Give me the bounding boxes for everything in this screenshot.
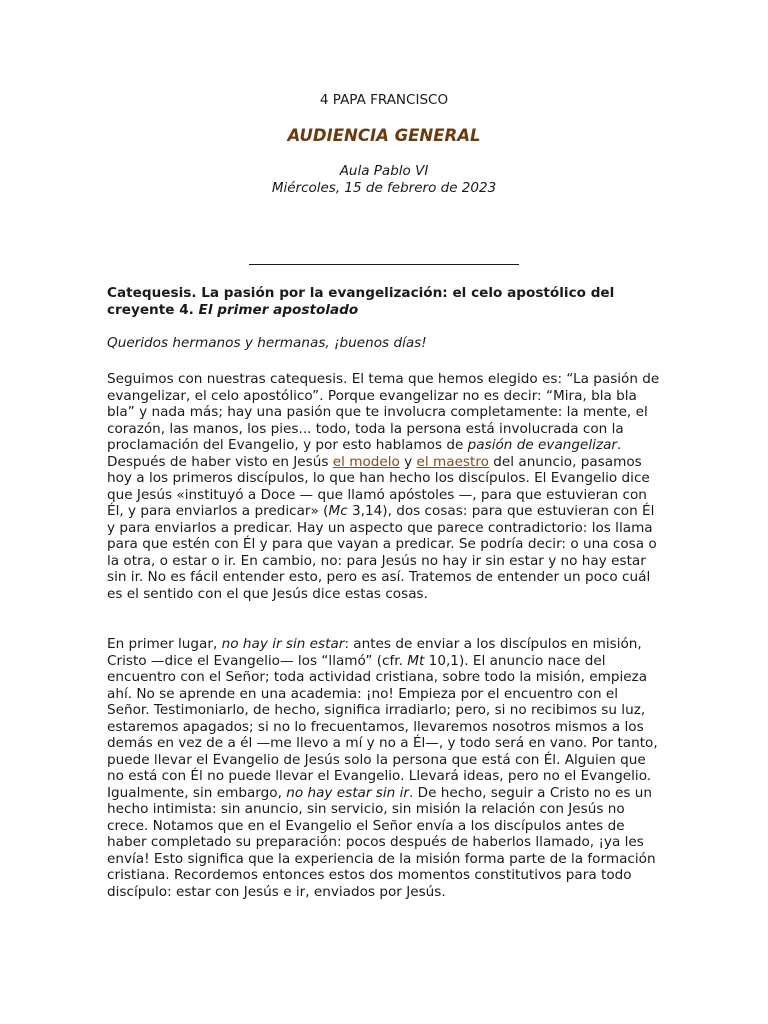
catechesis-subtitle — [107, 285, 663, 318]
p2-text: 10,1). El anuncio nace del encuentro con el Señor; toda actividad cristiana, sobre todo la misión, empieza ahí. No se aprende en una academia: ¡no! Empieza por el encuentro con el Señor. Testimoniarlo, de hecho, significa irradiarlo; pero, si no recibimos su luz, estaremos apagados; si no lo frecuentamos, llevaremos nosotros mismos a los demás en vez de a él —me llevo a mí y no a Él—, y todo será en vano. Por tanto, puede llevar el Evangelio de Jesús solo la persona que está con Él. Alguien que no está con Él no puede llevar el Evangelio. Llevará ideas, pero no el Evangelio. Igualmente, sin embargo, — [107, 652, 658, 801]
paragraph-2 — [107, 636, 663, 900]
p1-text: Seguimos con nuestras catequesis. El tema que hemos elegido es: “La pasión de evangelizar, el celo apostólico”. Porque evangelizar no es decir: “Mira, bla bla bla” y nada más; hay una pasión que te involucra completamente: la mente, el corazón, las manos, los pies... todo, toda la persona está involucrada con la proclamación del Evangelio, y por esto hablamos de — [107, 371, 660, 453]
subtitle-italic: El primer apostolado — [198, 301, 359, 318]
p2-italic: no hay estar sin ir — [286, 784, 409, 801]
p1-text: y — [399, 453, 417, 470]
p2-text: . De hecho, seguir a Cristo no es un hecho intimista: sin anuncio, sin servicio, sin misión la relación con Jesús no crece. Notamos que en el Evangelio el Señor envía a los discípulos antes de haber completado su preparación: pocos después de haberlos llamado, ¡ya les envía! Esto significa que la experiencia de la misión forma parte de la formación cristiana. Recordemos entonces estos dos momentos constitutivos para todo discípulo: estar con Jesús e ir, enviados por Jesús. — [107, 784, 656, 900]
venue-name: Aula Pablo VI — [339, 163, 429, 179]
venue-info — [0, 163, 768, 197]
p2-text: : antes de enviar a los discípulos en misión, Cristo —dice el Evangelio— los “llamó” (cfr. — [107, 636, 642, 669]
link-el-modelo[interactable]: el modelo — [332, 453, 400, 470]
greeting: Queridos hermanos y hermanas, ¡buenos días! — [107, 335, 427, 351]
p1-italic: pasión de evangelizar — [467, 437, 618, 453]
subtitle-lead: Catequesis. La pasión por la evangelización: el celo apostólico del creyente 4. — [107, 285, 615, 318]
date-line: Miércoles, 15 de febrero de 2023 — [271, 180, 497, 196]
p1-text: . Después de haber visto en Jesús — [107, 437, 622, 470]
divider — [249, 264, 519, 265]
p2-italic: Mt — [407, 652, 425, 669]
p1-italic: Mc — [328, 503, 348, 519]
page-title: AUDIENCIA GENERAL — [287, 126, 481, 145]
paragraph-1 — [107, 371, 663, 602]
header-line: 4 PAPA FRANCISCO — [319, 92, 449, 108]
p2-italic: no hay ir sin estar — [221, 636, 345, 652]
p2-text: En primer lugar, — [107, 636, 222, 652]
p1-text: del anuncio, pasamos hoy a los primeros discípulos, lo que han hecho los discípulos. El Evangelio dice que Jesús «instituyó a Doce — que llamó apóstoles —, para que estuvieran con Él, y para enviarlos a predicar» ( — [107, 453, 650, 519]
link-el-maestro[interactable]: el maestro — [416, 453, 489, 470]
p1-text: 3,14), dos cosas: para que estuvieran con Él y para enviarlos a predicar. Hay un aspecto que parece contradictorio: los llama para que estén con Él y para que vayan a predicar. Se podría decir: o una cosa o la otra, o estar o ir. En cambio, no: para Jesús no hay ir sin estar y no hay estar sin ir. No es fácil entender esto, pero es así. Tratemos de entender un poco cuál es el sentido con el que Jesús dice estas cosas. — [107, 503, 657, 602]
